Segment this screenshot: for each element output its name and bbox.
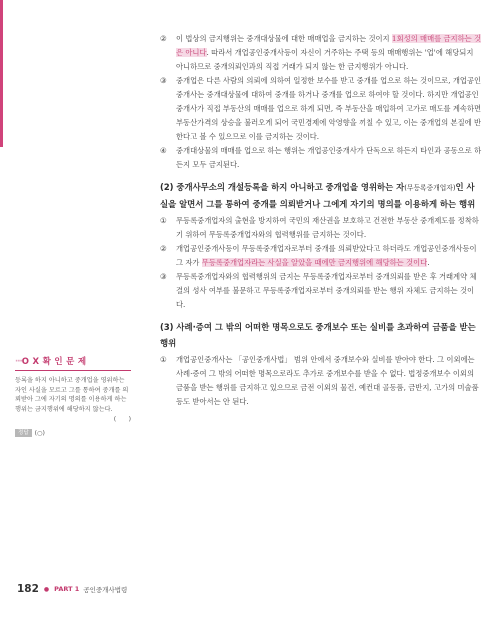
page-edge-color-band bbox=[0, 0, 3, 147]
item-number: ② bbox=[160, 244, 167, 253]
item-number: ① bbox=[160, 355, 167, 364]
item-text: 개업공인중개사는 「공인중개사법」 범위 안에서 중개보수와 실비를 받아야 한다. 그 이외에는 사례·증여 그 밖의 어떠한 명목으로라도 추가로 중개보수를 받을 수 없다. 법정중개보수 이외의 금품을 받는 행위를 금지하고 있으므로 금전 이외의 물건, 예컨대 골동품, 금반지, 고가의 미술품 등도 받아서는 안 된다. bbox=[176, 355, 479, 406]
ox-quiz-title: ···O X 확 인 문 제 bbox=[15, 355, 131, 371]
part-title: 공인중개사법령 bbox=[83, 585, 128, 594]
list-item bbox=[160, 242, 482, 270]
list-item bbox=[160, 214, 482, 242]
answer-label-badge: 정답 bbox=[15, 429, 32, 437]
prohibited-act-2-items bbox=[160, 214, 482, 312]
prohibited-act-1-items bbox=[160, 32, 482, 172]
page-footer bbox=[17, 583, 127, 595]
item-number: ① bbox=[160, 216, 167, 225]
ox-quiz-answer-blank: ( ) bbox=[113, 416, 131, 423]
ox-quiz-answer bbox=[15, 429, 131, 437]
item-text: 중개대상물의 매매를 업으로 하는 행위는 개업공인중개사가 단독으로 하든지 타인과 공동으로 하든지 모두 금지된다. bbox=[176, 146, 482, 169]
section-heading-3: (3) 사례·증여 그 밖의 어떠한 명목으로도 중개보수 또는 실비를 초과하여 금품을 받는 행위 bbox=[160, 322, 476, 348]
highlighted-text: 1회성의 매매를 금지하는 것은 아니다 bbox=[176, 34, 482, 57]
highlighted-text: 무등록중개업자라는 사실을 알았을 때에만 금지행위에 해당하는 것이다 bbox=[201, 258, 428, 267]
item-text: 중개업은 다른 사람의 의뢰에 의하여 일정한 보수를 받고 중개를 업으로 하는 것이므로, 개업공인중개사는 중개대상물에 대하여 중개를 하거나 중개를 업으로 하여야 할 것이다. 하지만 개업공인중개사가 직접 부동산의 매매를 업으로 하게 되면, 즉 부동산을 매입하여 고가로 매도를 계속하면 부동산가격의 상승을 불러오게 되어 국민경제에 악영향을 끼칠 수 있고, 이는 중개업의 본질에 반한다고 볼 수 있으므로 이를 금지하는 것이다. bbox=[176, 76, 482, 141]
footer-bullet-icon: ● bbox=[43, 585, 50, 593]
ox-quiz-sidebar bbox=[15, 355, 131, 437]
item-number: ② bbox=[160, 34, 167, 43]
list-item bbox=[160, 353, 482, 409]
item-number: ③ bbox=[160, 76, 167, 85]
item-number: ④ bbox=[160, 146, 167, 155]
item-text: 이 법상의 금지행위는 중개대상물에 대한 매매업을 금지하는 것이지 1회성의 매매를 금지하는 것은 아니다. 따라서 개업공인중개사등이 자신이 거주하는 주택 등의 매매행위는 '업'에 해당되지 아니하므로 중개의뢰인과의 직접 거래가 되지 않는 한 금지행위가 아니다. bbox=[176, 34, 482, 71]
item-text: 무등록중개업자의 출현을 방지하여 국민의 재산권을 보호하고 건전한 부동산 중개제도를 정착하기 위하여 무등록중개업자와의 협력행위를 금지하는 것이다. bbox=[176, 216, 479, 239]
item-text: 무등록중개업자와의 협력행위의 금지는 무등록중개업자로부터 중개의뢰를 받은 후 거래계약 체결의 성사 여부를 불문하고 무등록중개업자로부터 중개의뢰를 받는 행위 자체도 금지하는 것이다. bbox=[176, 272, 477, 309]
answer-value: (○) bbox=[34, 429, 45, 437]
main-content bbox=[160, 32, 482, 409]
prohibited-act-3-items bbox=[160, 353, 482, 409]
item-text: 개업공인중개사등이 무등록중개업자로부터 중개를 의뢰받았다고 하더라도 개업공인중개사등이 그 자가 무등록중개업자라는 사실을 알았을 때에만 금지행위에 해당하는 것이다. bbox=[176, 244, 477, 267]
item-number: ③ bbox=[160, 272, 167, 281]
list-item bbox=[160, 32, 482, 74]
page-number: 182 bbox=[17, 583, 39, 595]
ox-quiz-question: 등록을 하지 아니하고 중개업을 영위하는 자인 사실을 모르고 그를 통하여 중개를 의뢰받아 그에 자기의 명의를 이용하게 하는 행위는 금지행위에 해당하지 않는다. bbox=[15, 377, 129, 413]
list-item bbox=[160, 270, 482, 312]
list-item bbox=[160, 144, 482, 172]
list-item bbox=[160, 74, 482, 144]
part-label: PART 1 bbox=[54, 585, 80, 593]
section-heading-2: (2) 중개사무소의 개설등록을 하지 아니하고 중개업을 영위하는 자(무등록중개업자)인 사실을 알면서 그를 통하여 중개를 의뢰받거나 그에게 자기의 명의를 이용하게 하는 행위 bbox=[160, 182, 476, 209]
